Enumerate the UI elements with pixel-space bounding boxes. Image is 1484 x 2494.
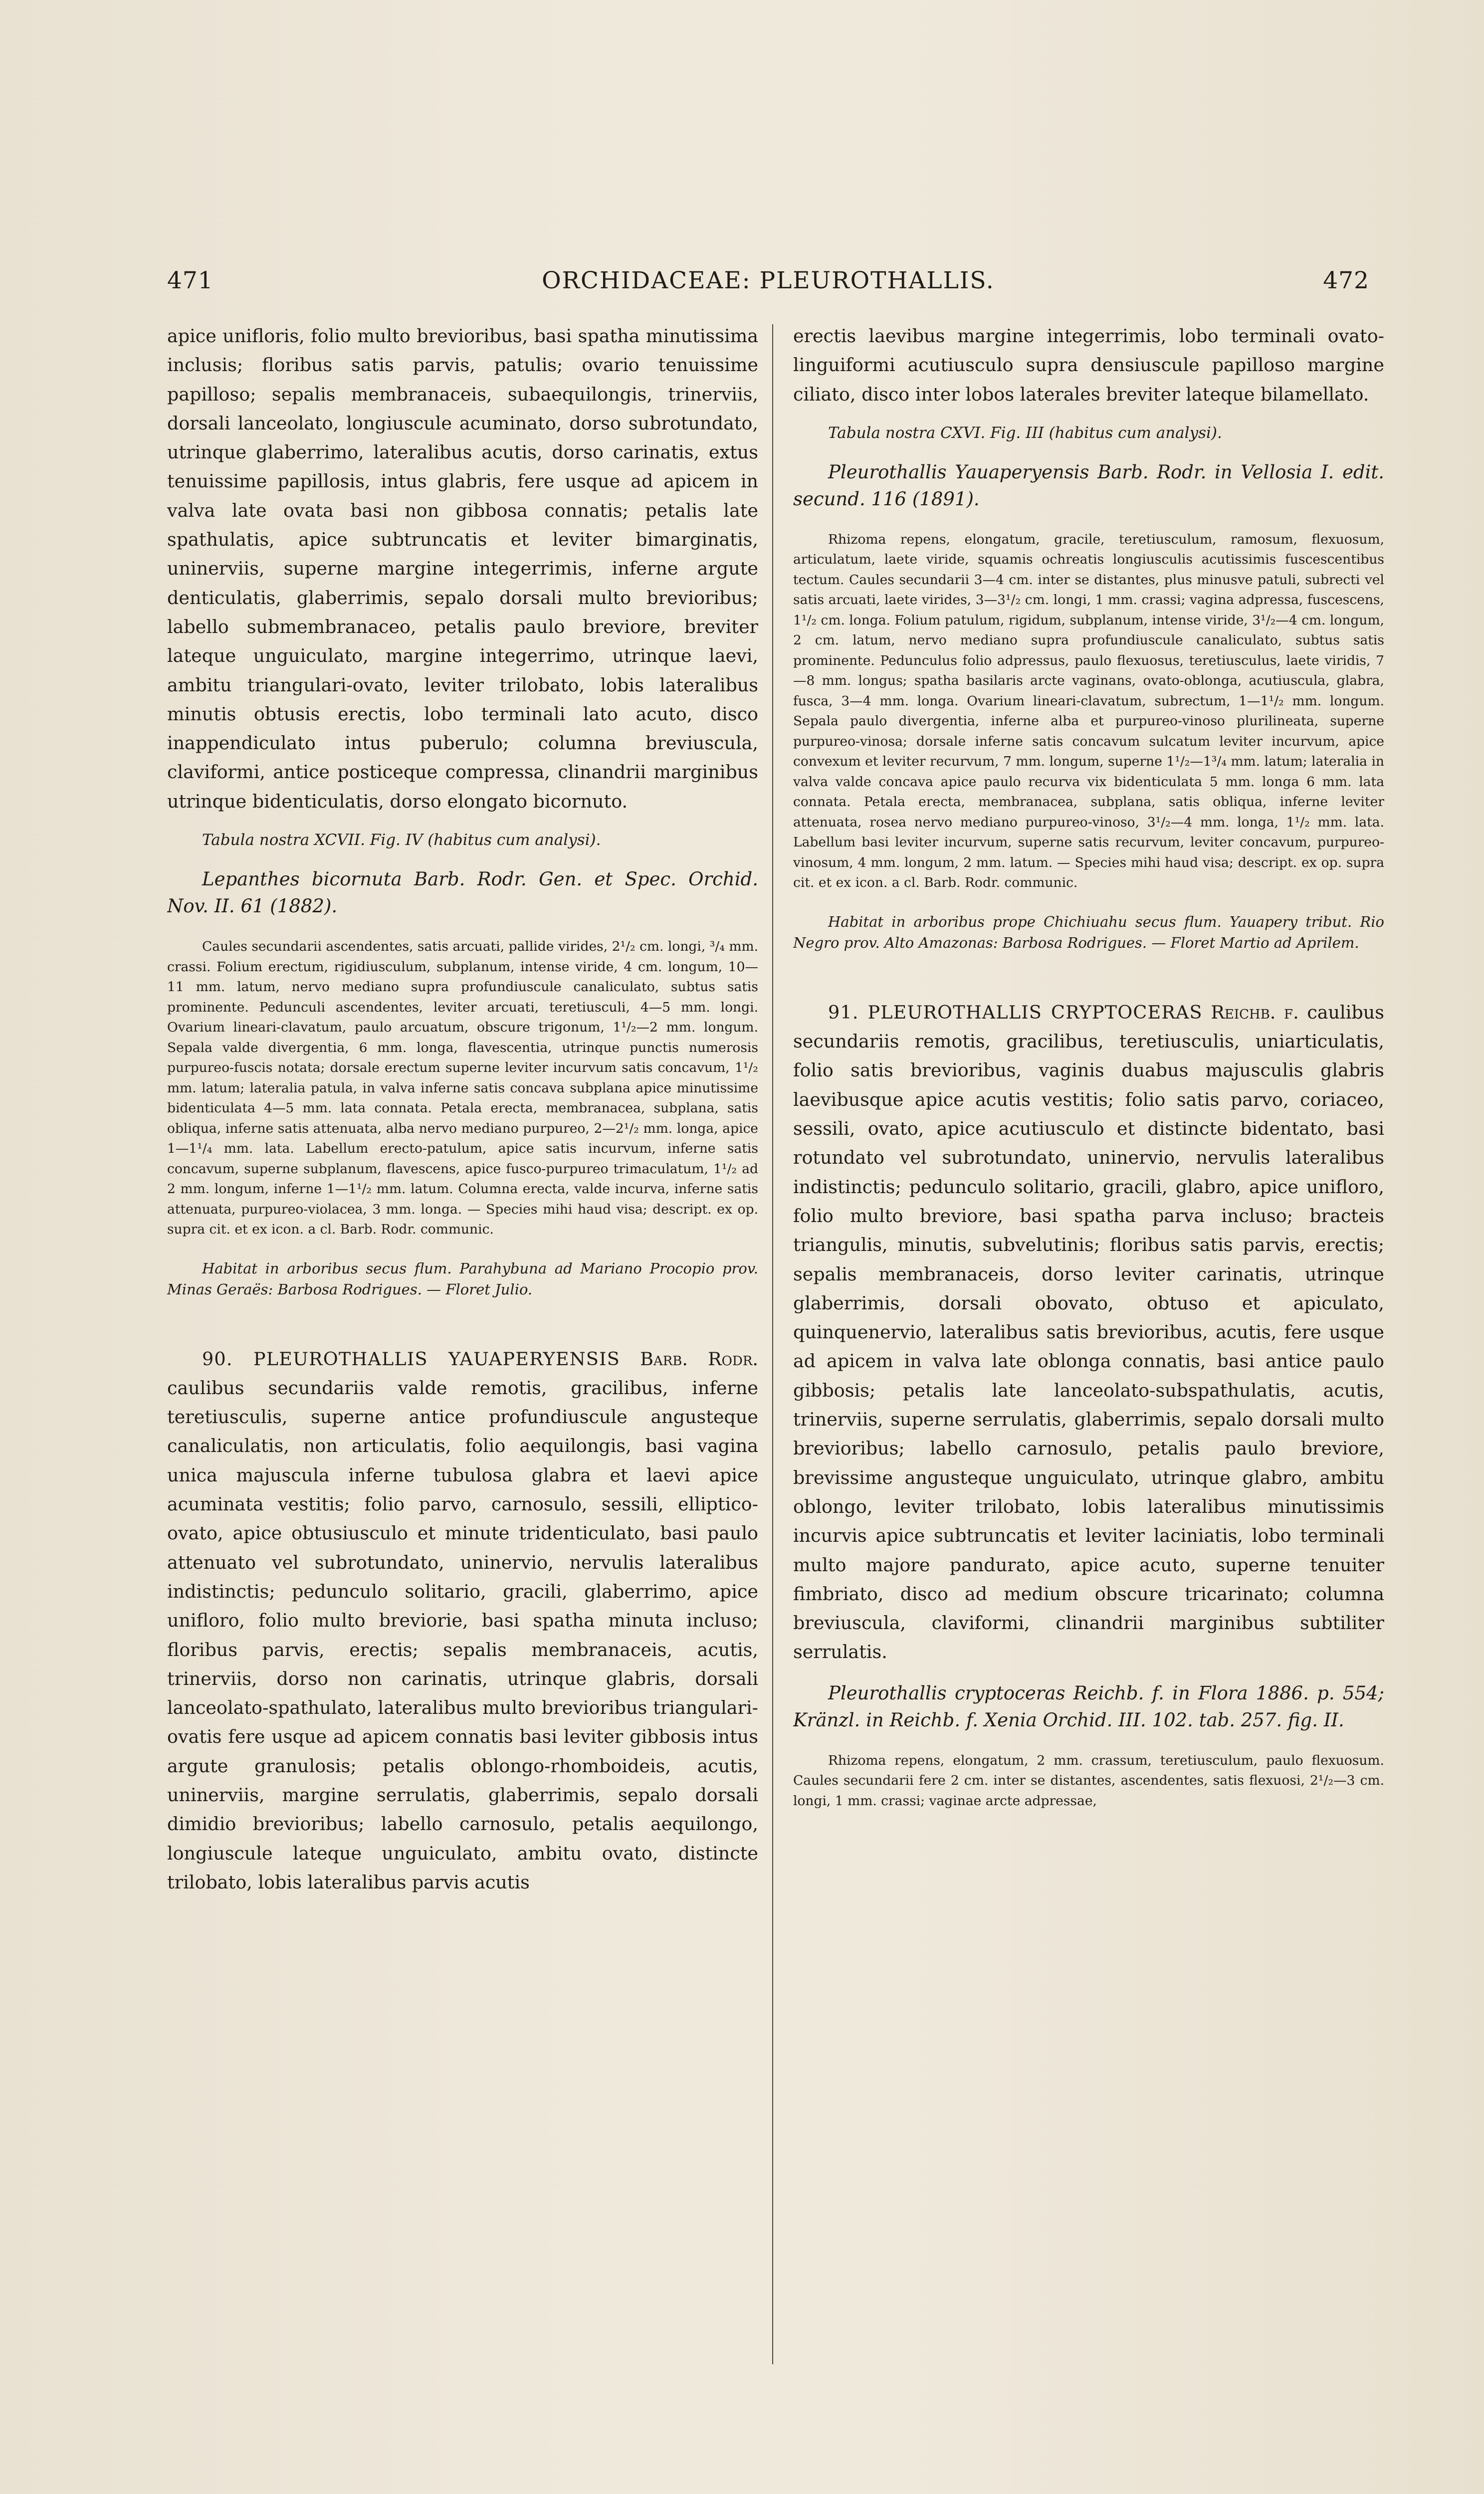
continued-description: apice unifloris, folio multo brevioribus, basi spatha minutissima inclusis; floribus satis parvis, patulis; ovario tenuissime papilloso; sepalis membranaceis, subaequilongis, trinerviis, dorsali lanceolato, longiuscule acuminato, dorso subrotundato, utrinque glaberrimo, lateralibus acutis, dorso carinatis, extus tenuissime papillosis, intus glabris, fere usque ad apicem in valva late ovata basi non gibbosa connatis; petalis late spathulatis, apice subtruncatis et leviter bimarginatis, uninerviis, superne margine integerrimis, inferne argute denticulatis, glaberrimis, sepalo dorsali multo brevioribus; labello submembranaceo, petalis paulo breviore, breviter lateque unguiculato, margine integerrimo, utrinque laevi, ambitu triangulari-ovato, leviter trilobato, lobis lateralibus minutis obtusis erectis, lobo terminali lato acuto, disco inappendiculato intus puberulo; columna breviuscula, claviformi, antice posticeque compressa, clinandrii marginibus utrinque bidenticulatis, dorso elongato bicornuto. bbox=[167, 325, 758, 812]
species-diagnosis: caulibus secundariis valde remotis, gracilibus, inferne teretiusculis, superne antice profundiuscule angusteque canaliculatis, non articulatis, folio aequilongis, basi vagina unica majuscula inferne tubulosa glabra et laevi apice acuminata vestitis; folio parvo, carnosulo, sessili, elliptico-ovato, apice obtusiusculo et minute tridenticulato, basi paulo attenuato vel subrotundato, uninervio, nervulis lateralibus indistinctis; pedunculo solitario, gracili, glaberrimo, apice unifloro, folio multo breviorie, basi spatha minuta incluso; floribus parvis, erectis; sepalis membranaceis, acutis, trinerviis, dorso non carinatis, utrinque glabris, dorsali lanceolato-spathulato, lateralibus multo brevioribus triangulari-ovatis fere usque ad apicem connatis basi leviter gibbosis intus argute granulosis; petalis oblongo-rhomboideis, acutis, uninerviis, margine serrulatis, glaberrimis, sepalo dorsali dimidio brevioribus; labello carnosulo, petalis aequilongo, longiuscule lateque unguiculato, ambitu ovato, distincte trilobato, lobis lateralibus parvis acutis bbox=[167, 1377, 758, 1893]
species-entry-91 bbox=[793, 998, 1384, 1667]
synonym-citation: Pleurothallis Yauaperyensis Barb. Rodr. in Vellosia I. edit. secund. 116 (1891). bbox=[793, 461, 1384, 510]
right-column bbox=[793, 322, 1384, 2402]
species-heading: 91. PLEUROTHALLIS CRYPTOCERAS bbox=[828, 1001, 1203, 1023]
plate-reference: Tabula nostra XCVII. Fig. IV (habitus cum analysi). bbox=[202, 831, 601, 849]
plate-reference: Tabula nostra CXVI. Fig. III (habitus cum analysi). bbox=[828, 423, 1222, 442]
detailed-description-2: Rhizoma repens, elongatum, 2 mm. crassum, teretiusculum, paulo flexuosum. Caules secundarii fere 2 cm. inter se distantes, ascendentes, satis flexuosi, 2¹/₂—3 cm. longi, 1 mm. crassi; vaginae arcte adpressae, bbox=[793, 1752, 1384, 1809]
synonym-citation: Lepanthes bicornuta Barb. Rodr. Gen. et Spec. Orchid. Nov. II. 61 (1882). bbox=[167, 868, 758, 917]
species-author: Reichb. f. bbox=[1211, 1001, 1299, 1023]
running-title: ORCHIDACEAE: PLEUROTHALLIS. bbox=[542, 267, 995, 294]
detailed-description: Caules secundarii ascendentes, satis arcuati, pallide virides, 2¹/₂ cm. longi, ³/₄ mm. crassi. Folium erectum, rigidiusculum, subplanum, intense viride, 4 cm. longum, 10—11 mm. latum, nervo mediano supra profundiuscule canaliculato, subtus satis prominente. Pedunculi ascendentes, leviter arcuati, teretiusculi, 4—5 mm. longi. Ovarium lineari-clavatum, paulo arcuatum, obscure trigonum, 1¹/₂—2 mm. longum. Sepala valde divergentia, 6 mm. longa, flavescentia, utrinque punctis numerosis purpureo-fuscis notata; dorsale erectum superne leviter incurvum satis concavum, 1¹/₂ mm. latum; lateralia patula, in valva inferne satis concava subplana apice minutissime bidenticulata 4—5 mm. lata connata. Petala erecta, membranacea, subplana, satis obliqua, inferne satis attenuata, alba nervo mediano purpureo, 2—2¹/₂ mm. longa, apice 1—1¹/₄ mm. lata. Labellum erecto-patulum, apice satis incurvum, inferne satis concavum, superne subplanum, flavescens, apice fusco-purpureo trimaculatum, 1¹/₂ ad 2 mm. longum, inferne 1—1¹/₂ mm. latum. Columna erecta, valde incurva, inferne satis attenuata, purpureo-violacea, 3 mm. longa. — Species mihi haud visa; descript. ex op. supra cit. et ex icon. a cl. Barb. Rodr. communic. bbox=[167, 939, 758, 1238]
synonym-citation-2: Pleurothallis cryptoceras Reichb. f. in Flora 1886. p. 554; Kränzl. in Reichb. f. Xenia Orchid. III. 102. tab. 257. fig. II. bbox=[793, 1682, 1384, 1731]
page-number-left: 471 bbox=[167, 267, 213, 294]
column-divider bbox=[772, 324, 773, 2364]
species-author: Barb. Rodr. bbox=[640, 1348, 758, 1370]
habitat-note: Habitat in arboribus secus flum. Parahybuna ad Mariano Procopio prov. Minas Geraës: Barbosa Rodrigues. — Floret Julio. bbox=[167, 1259, 758, 1298]
habitat-note: Habitat in arboribus prope Chichiuahu secus flum. Yauapery tribut. Rio Negro prov. Alto Amazonas: Barbosa Rodrigues. — Floret Martio ad Aprilem. bbox=[793, 913, 1384, 951]
left-column bbox=[167, 322, 758, 2402]
species-heading: 90. PLEUROTHALLIS YAUAPERYENSIS bbox=[202, 1348, 620, 1370]
species-entry-90 bbox=[167, 1345, 758, 1897]
continued-description: erectis laevibus margine integerrimis, lobo terminali ovato-linguiformi acutiusculo supra densiuscule papilloso margine ciliato, disco inter lobos laterales breviter lateque bilamellato. bbox=[793, 325, 1384, 405]
species-diagnosis: caulibus secundariis remotis, gracilibus, teretiusculis, uniarticulatis, folio satis brevioribus, vaginis duabus majusculis glabris laevibusque apice acutis vestitis; folio satis parvo, coriaceo, sessili, ovato, apice acutiusculo et distincte bidentato, basi rotundato vel subrotundato, uninervio, nervulis lateralibus indistinctis; pedunculo solitario, gracili, glabro, apice unifloro, folio multo breviore, basi spatha parva incluso; bracteis triangulis, minutis, subvelutinis; floribus satis parvis, erectis; sepalis membranaceis, dorso leviter carinatis, utrinque glaberrimis, dorsali obovato, obtuso et apiculato, quinquenervio, lateralibus satis brevioribus, acutis, fere usque ad apicem in valva late oblonga connatis, basi antice paulo gibbosis; petalis late lanceolato-subspathulatis, acutis, trinerviis, superne serrulatis, glaberrimis, sepalo dorsali multo brevioribus; labello carnosulo, petalis paulo breviore, brevissime angusteque unguiculato, utrinque glabro, ambitu oblongo, leviter trilobato, lobis lateralibus minutissimis incurvis apice subtruncatis et leviter laciniatis, lobo terminali multo majore pandurato, apice acuto, superne tenuiter fimbriato, disco ad medium obscure tricarinato; columna breviuscula, claviformi, clinandrii marginibus subtiliter serrulatis. bbox=[793, 1001, 1384, 1663]
page-number-right: 472 bbox=[1323, 267, 1369, 294]
detailed-description: Rhizoma repens, elongatum, gracile, teretiusculum, ramosum, flexuosum, articulatum, laete viride, squamis ochreatis longiusculis acutissimis fuscescentibus tectum. Caules secundarii 3—4 cm. inter se distantes, plus minusve patuli, subrecti vel satis arcuati, laete virides, 3—3¹/₂ cm. longi, 1 mm. crassi; vagina adpressa, fuscescens, 1¹/₂ cm. longa. Folium patulum, rigidum, subplanum, intense viride, 3¹/₂—4 cm. longum, 2 cm. latum, nervo mediano supra profundiuscule canaliculato, subtus satis prominente. Pedunculus folio adpressus, paulo flexuosus, teretiusculus, laete viridis, 7—8 mm. longus; spatha basilaris arcte vaginans, ovato-oblonga, acutiuscula, glabra, fusca, 3—4 mm. longa. Ovarium lineari-clavatum, subrectum, 1—1¹/₂ mm. longum. Sepala paulo divergentia, inferne alba et purpureo-vinoso plurilineata, superne purpureo-vinosa; dorsale inferne satis concavum sulcatum leviter incurvum, apice convexum et leviter recurvum, 7 mm. longum, superne 1¹/₂—1³/₄ mm. latum; lateralia in valva valde concava apice paulo recurva vix bidenticulata 5 mm. longa 6 mm. lata connata. Petala erecta, membranacea, subplana, satis obliqua, inferne leviter attenuata, rosea nervo mediano purpureo-vinoso, 3¹/₂—4 mm. longa, 1¹/₂ mm. lata. Labellum basi leviter incurvum, superne satis recurvum, leviter concavum, purpureo-vinosum, 4 mm. longum, 2 mm. latum. — Species mihi haud visa; descript. ex op. supra cit. et ex icon. a cl. Barb. Rodr. communic. bbox=[793, 531, 1384, 891]
running-header bbox=[167, 267, 1369, 297]
